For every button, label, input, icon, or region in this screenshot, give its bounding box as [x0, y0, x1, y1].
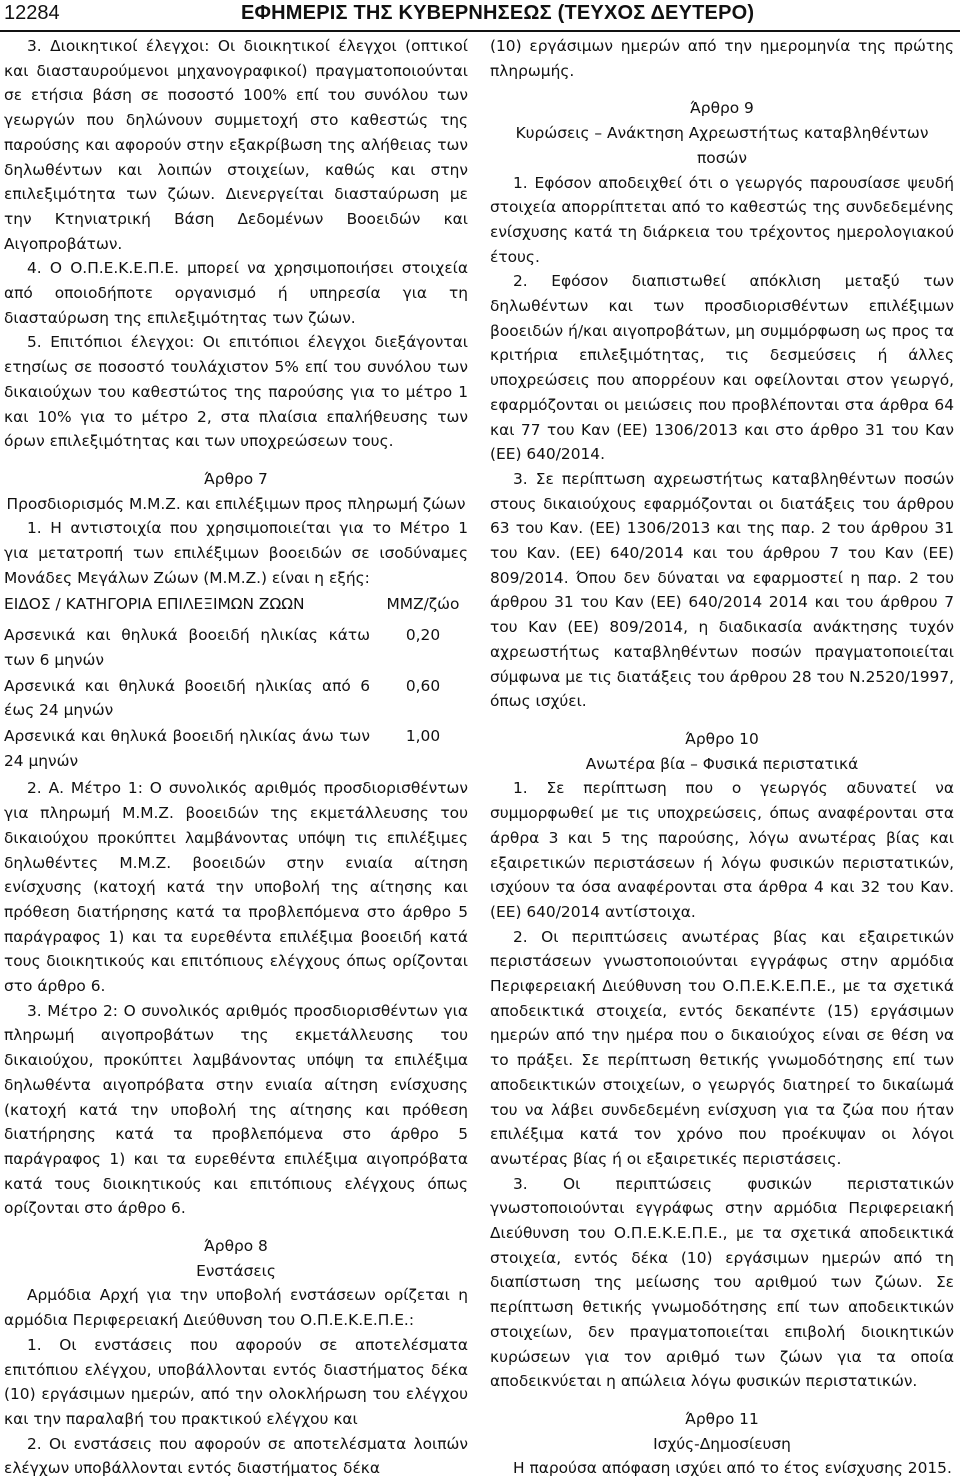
- table-row: [4, 674, 468, 724]
- lu-conversion-table: [4, 592, 468, 774]
- table-cell-category: Αρσενικά και θηλυκά βοοειδή ηλικίας από 6 έως 24 μηνών: [4, 676, 370, 720]
- paragraph-onsite-checks: 5. Επιτόπιοι έλεγχοι: Οι επιτόπιοι έλεγχοι διεξάγονται ετησίως σε ποσοστό τουλάχιστον 5% επί του συνόλου των δικαιούχων του καθεστώτος της παρούσης για το μέτρο 1 και 10% για το μέτρο 2, στα πλαίσια επαλήθευσης των όρων επιλεξιμότητας και των υποχρεώσεων τους.: [4, 333, 468, 451]
- table-header-unit: ΜΜΖ/ζώο: [386, 595, 460, 614]
- article-title: Άρθρο 9: [690, 99, 754, 118]
- paragraph-force-majeure-notification: 2. Οι περιπτώσεις ανωτέρας βίας και εξαιρετικών περιστάσεων γνωστοποιούνται εγγράφως στην αρμόδια Περιφερειακή Διεύθυνση του Ο.Π.Ε.Κ.Ε.Π.Ε., με τα σχετικά αποδεικτικά στοιχεία, εντός δεκαπέντε (15) εργάσιμων ημερών από την ημέρα που ο δικαιούχος είναι σε θέση να το πράξει. Σε περίπτωση θετικής γνωμοδότησης επί των αποδεικτικών στοιχείων, ο γεωργός διατηρεί το δικαίωμά του να λάβει συνδεδεμένη ενίσχυση για τα ζώα που ήταν επιλέξιμα κατά τον χρόνο που προέκυψαν οι λόγοι ανωτέρας βίας ή οι εξαιρετικές περιστάσεις.: [490, 927, 954, 1168]
- right-column: [490, 34, 954, 1481]
- paragraph-objections-onsite: 1. Οι ενστάσεις που αφορούν σε αποτελέσματα επιτόπιου ελέγχου, υποβάλλονται εντός διαστήματος δέκα (10) εργάσιμων ημερών, από την ολοκλήρωση του ελέγχου και την παραλαβή του πρακτικού ελέγχου και: [4, 1335, 468, 1428]
- paragraph-reductions: 2. Εφόσον διαπιστωθεί απόκλιση μεταξύ των δηλωθέντων και των προσδιορισθέντων επιλέξιμων βοοειδών ή/και αιγοπροβάτων, μη συμμόρφωση ως προς τα κριτήρια επιλεξιμότητας, τις δεσμεύσεις ή άλλες υποχρεώσεις που απορρέουν και οφείλονται στον γεωργό, εφαρμόζονται οι μειώσεις που προβλέπονται στα άρθρα 64 και 77 του Καν (ΕΕ) 1306/2013 και στο άρθρο 31 του Καν (ΕΕ) 640/2014.: [490, 272, 954, 464]
- article-10-heading: [490, 727, 954, 776]
- paragraph-false-data: 1. Εφόσον αποδειχθεί ότι ο γεωργός παρουσίασε ψευδή στοιχεία απορρίπτεται από το καθεστώς της συνδεδεμένης ενίσχυσης κατά τη διάρκεια του τρέχοντος ημερολογιακού έτους.: [490, 173, 954, 266]
- header-rule: [0, 30, 960, 32]
- paragraph-objections-authority: Αρμόδια Αρχή για την υποβολή ενστάσεων ορίζεται η αρμόδια Περιφερειακή Διεύθυνση του Ο.Π.Ε.Κ.Ε.Π.Ε.:: [4, 1286, 468, 1330]
- table-header-row: [4, 592, 468, 623]
- article-title: Άρθρο 8: [204, 1237, 268, 1256]
- paragraph-validity: Η παρούσα απόφαση ισχύει από το έτος ενίσχυσης 2015.: [513, 1459, 952, 1478]
- article-title: Άρθρο 10: [685, 729, 759, 748]
- paragraph-administrative-checks: 3. Διοικητικοί έλεγχοι: Οι διοικητικοί έλεγχοι (οπτικοί και διασταυρούμενοι μηχανογραφικοί) πραγματοποιούνται σε ετήσια βάση σε ποσοστό 100% επί του συνόλου των γεωργών που δηλώνουν συμμετοχή στο καθεστώς της παρούσης και αφορούν στην εξακρίβωση της αλήθειας των δηλωθέντων και λοιπών στοιχείων, καθώς και στην επιλεξιμότητα των ζώων. Διενεργείται διασταύρωση με την Κτηνιατρική Βάση Δεδομένων Βοοειδών και Αιγοπροβάτων.: [4, 37, 468, 253]
- article-8-heading: [4, 1234, 468, 1283]
- paragraph-opekepe-data: 4. Ο Ο.Π.Ε.Κ.Ε.Π.Ε. μπορεί να χρησιμοποιήσει στοιχεία από οποιοδήποτε οργανισμό ή υπηρεσία για τη διασταύρωση της επιλεξιμότητας των ζώων.: [4, 259, 468, 327]
- paragraph-lu-conversion: 1. Η αντιστοιχία που χρησιμοποιείται για το Μέτρο 1 για μετατροπή των επιλέξιμων βοοειδών σε ισοδύναμες Μονάδες Μεγάλων Ζώων (Μ.Μ.Ζ.) είναι η εξής:: [4, 519, 468, 587]
- table-header-category: ΕΙΔΟΣ / ΚΑΤΗΓΟΡΙΑ ΕΠΙΛΕΞΙΜΩΝ ΖΩΩΝ: [4, 595, 305, 614]
- paragraph-measure-2: 3. Μέτρο 2: Ο συνολικός αριθμός προσδιορισθέντων για πληρωμή αιγοπροβάτων της εκμετάλλευσης του δικαιούχου, προκύπτει λαμβάνοντας υπόψη τα επιλέξιμα δηλωθέντα αιγοπρόβατα στην ενιαία αίτηση ενίσχυσης (κατοχή κατά την υποβολή της αίτησης και πρόθεση διατήρησης κατά τα προβλεπόμενα στο άρθρο 5 παράγραφος 1) και τα ευρεθέντα επιλέξιμα αιγοπρόβατα κατά τους διοικητικούς και επιτόπιους ελέγχους όπως ορίζονται στο άρθρο 6.: [4, 1001, 468, 1218]
- article-subtitle: Προσδιορισμός Μ.Μ.Ζ. και επιλέξιμων προς πληρωμή ζώων: [6, 494, 466, 513]
- article-title: Άρθρο 7: [204, 469, 268, 488]
- page-header: [0, 0, 960, 36]
- left-column: [4, 34, 468, 1481]
- article-subtitle: Ανωτέρα βία – Φυσικά περιστατικά: [585, 754, 859, 773]
- gazette-title: ΕΦΗΜΕΡΙΣ ΤΗΣ ΚΥΒΕΡΝΗΣΕΩΣ (ΤΕΥΧΟΣ ΔΕΥΤΕΡΟ): [241, 2, 755, 24]
- table-cell-value: 0,60: [405, 676, 441, 695]
- article-subtitle: Ενστάσεις: [196, 1261, 276, 1280]
- page-number: 12284: [4, 2, 60, 24]
- paragraph-objections-other: 2. Οι ενστάσεις που αφορούν σε αποτελέσματα λοιπών ελέγχων υποβάλλονται εντός διαστήματος δέκα: [4, 1434, 468, 1478]
- table-row: [4, 623, 468, 673]
- article-9-heading: [490, 96, 954, 170]
- table-cell-category: Αρσενικά και θηλυκά βοοειδή ηλικίας άνω των 24 μηνών: [4, 726, 370, 770]
- paragraph-force-majeure: 1. Σε περίπτωση που ο γεωργός αδυνατεί να συμμορφωθεί με τις υποχρεώσεις, όπως αναφέρονται στα άρθρα 3 και 5 της παρούσης, λόγω ανωτέρας βίας και εξαιρετικών περιστάσεων ή λόγω φυσικών περιστατικών, ισχύουν τα όσα αναφέρονται στα άρθρα 4 και 32 του Καν. (ΕΕ) 640/2014 αντίστοιχα.: [490, 779, 954, 921]
- paragraph-recovery: 3. Σε περίπτωση αχρεωστήτως καταβληθέντων ποσών στους δικαιούχους εφαρμόζονται οι διατάξεις του άρθρου 63 του Καν. (ΕΕ) 1306/2013 και της παρ. 2 του άρθρου 31 του Καν. (ΕΕ) 640/2014 και του άρθρου 7 του Καν (ΕΕ) 809/2014. Όπου δεν δύναται να εφαρμοστεί η παρ. 2 του άρθρου 31 του Καν (ΕΕ) 640/2014 2014 και του άρθρου 7 του Καν (ΕΕ) 809/2014, η διαδικασία ανάκτησης τυχόν αχρεωστήτως καταβληθέντων ποσών πραγματοποιείται σύμφωνα με τις διατάξεις του άρθρου 28 του Ν.2520/1997, όπως ισχύει.: [490, 469, 954, 711]
- article-7-heading: [4, 467, 468, 516]
- paragraph-continuation: (10) εργάσιμων ημερών από την ημερομηνία της πρώτης πληρωμής.: [490, 37, 954, 80]
- table-row: [4, 724, 468, 774]
- article-subtitle: Ισχύς-Δημοσίευση: [653, 1434, 791, 1453]
- paragraph-natural-incidents: 3. Οι περιπτώσεις φυσικών περιστατικών γνωστοποιούνται εγγράφως στην αρμόδια Περιφερειακή Διεύθυνση του Ο.Π.Ε.Κ.Ε.Π.Ε., με τα σχετικά αποδεικτικά στοιχεία, εντός δέκα (10) εργάσιμων ημερών από τη διαπίστωση της μείωσης του αριθμού των ζώων. Σε περίπτωση θετικής γνωμοδότησης επί των αποδεικτικών στοιχείων, δεν πραγματοποιείται επιβολή διοικητικών κυρώσεων για τον αριθμό των ζώων για τα οποία αποδεικνύεται η απώλεια λόγω φυσικών περιστατικών.: [490, 1174, 954, 1391]
- article-subtitle: Κυρώσεις – Ανάκτηση Αχρεωστήτως καταβληθέντων ποσών: [515, 124, 929, 167]
- article-title: Άρθρο 11: [685, 1409, 759, 1428]
- paragraph-measure-1: 2. Α. Μέτρο 1: Ο συνολικός αριθμός προσδιορισθέντων για πληρωμή Μ.Μ.Ζ. βοοειδών της εκμετάλλευσης του δικαιούχου προκύπτει λαμβάνοντας υπόψη τις επιλέξιμες δηλωθέντες Μ.Μ.Ζ. βοοειδών στην ενιαία αίτηση ενίσχυσης (κατοχή κατά την υποβολή της αίτησης και πρόθεση διατήρησης κατά τα προβλεπόμενα στο άρθρο 5 παράγραφος 1) και τα ευρεθέντα επιλέξιμα βοοειδή κατά τους διοικητικούς και επιτόπιους ελέγχους όπως ορίζονται στο άρθρο 6.: [4, 779, 468, 996]
- article-11-heading: [490, 1407, 954, 1456]
- table-cell-category: Αρσενικά και θηλυκά βοοειδή ηλικίας κάτω των 6 μηνών: [4, 626, 370, 669]
- table-cell-value: 0,20: [405, 626, 441, 645]
- table-cell-value: 1,00: [405, 726, 441, 745]
